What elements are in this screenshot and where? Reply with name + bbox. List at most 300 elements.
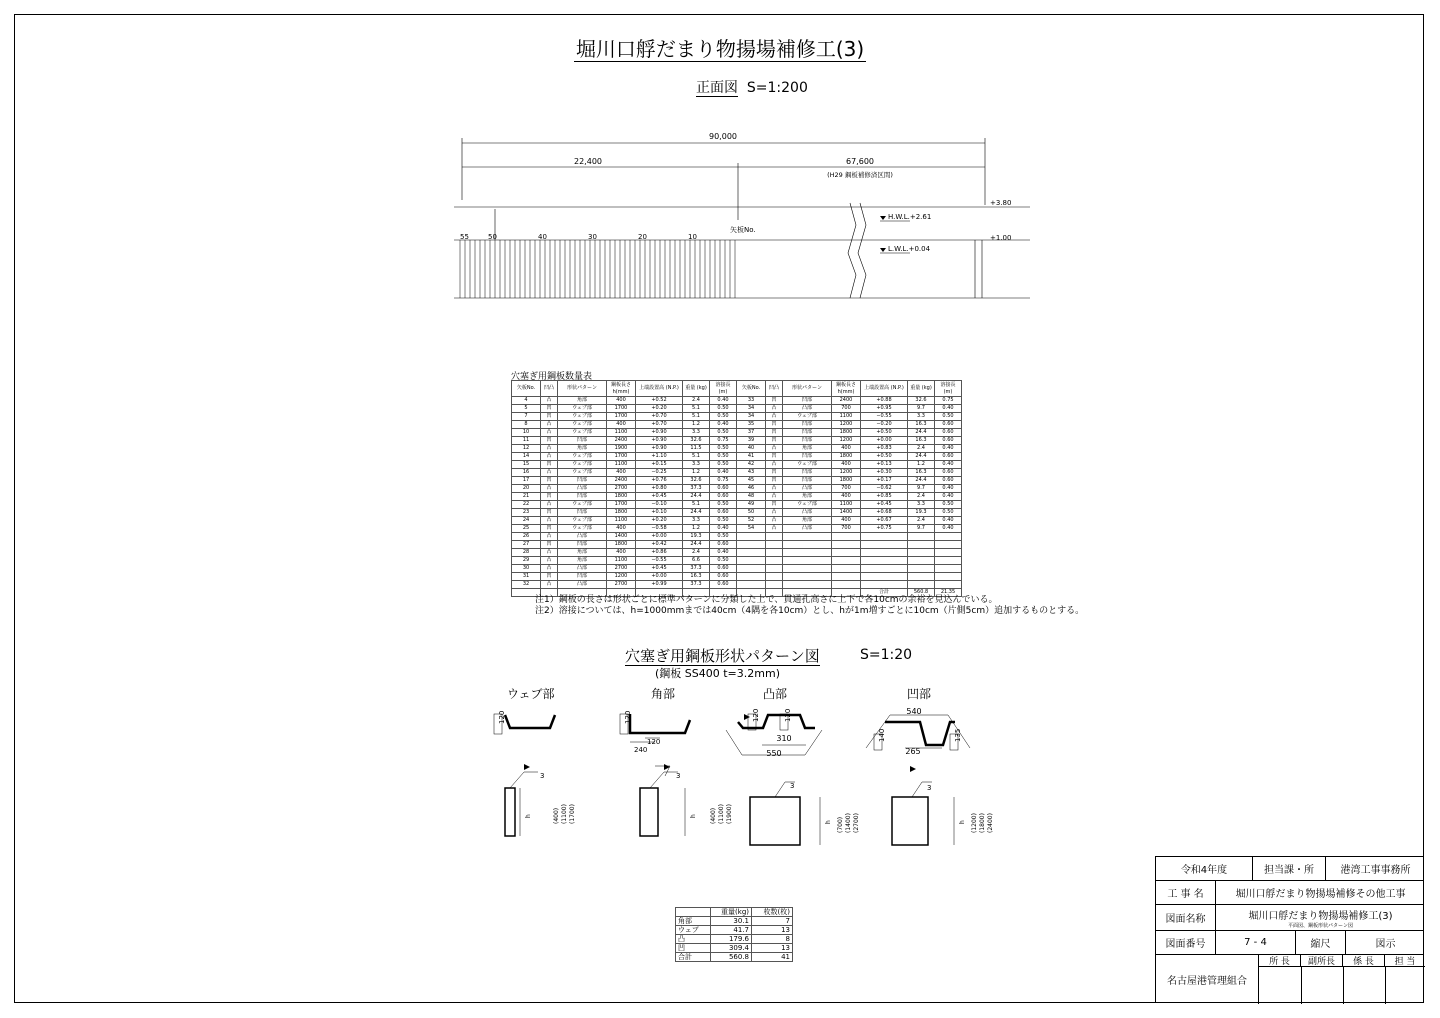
table-cell: 凸 — [541, 557, 558, 565]
table-row — [512, 517, 962, 525]
table-cell — [861, 565, 908, 573]
notes — [535, 595, 1084, 617]
table-cell: 24.4 — [683, 509, 710, 517]
qty-header: 矢板No. — [737, 381, 766, 397]
table-cell — [737, 581, 766, 589]
table-cell: 2700 — [607, 485, 636, 493]
table-cell: −0.10 — [636, 501, 683, 509]
table-cell: 0.50 — [710, 405, 737, 413]
elevation-scale: S=1:200 — [746, 80, 808, 96]
table-cell: 34 — [737, 413, 766, 421]
table-cell: 角部 — [783, 445, 832, 453]
table-cell: ウェブ部 — [558, 461, 607, 469]
convex-h: (2700) — [853, 813, 860, 833]
table-cell: 2400 — [607, 477, 636, 485]
table-cell: 凹部 — [783, 477, 832, 485]
tb-drawing-sub: 平面図、鋼板形状パターン図 — [1288, 922, 1353, 929]
table-cell: 12 — [512, 445, 541, 453]
table-cell: 凹部 — [558, 509, 607, 517]
table-cell: 40 — [737, 445, 766, 453]
table-cell: +0.86 — [636, 549, 683, 557]
summary-cell: 合計 — [676, 953, 711, 962]
table-cell: 0.60 — [935, 477, 962, 485]
qty-header: 重量 (kg) — [908, 381, 935, 397]
weld-mark: 3 — [676, 772, 681, 780]
table-cell: 9.7 — [908, 405, 935, 413]
table-cell: 凸部 — [558, 485, 607, 493]
table-cell: 凸部 — [783, 509, 832, 517]
table-cell: +0.50 — [861, 429, 908, 437]
tb-dept-label: 担当課・所 — [1253, 857, 1326, 880]
table-cell: 凹部 — [558, 493, 607, 501]
table-cell: 49 — [737, 501, 766, 509]
table-cell: 42 — [737, 461, 766, 469]
table-cell: +0.15 — [636, 461, 683, 469]
table-cell — [935, 557, 962, 565]
table-row — [512, 469, 962, 477]
table-cell: 400 — [607, 421, 636, 429]
dim-total: 90,000 — [709, 132, 737, 141]
table-cell: 1200 — [832, 421, 861, 429]
summary-row — [676, 944, 793, 953]
table-cell: +0.45 — [636, 565, 683, 573]
concave-h: (1200) — [971, 813, 978, 833]
table-cell: 9.7 — [908, 525, 935, 533]
table-cell — [908, 565, 935, 573]
weld-mark: 3 — [790, 782, 795, 790]
table-cell: +0.85 — [861, 493, 908, 501]
table-cell — [766, 565, 783, 573]
table-cell: 15 — [512, 461, 541, 469]
table-cell: 凸 — [541, 429, 558, 437]
tb-row-work — [1156, 881, 1423, 905]
tb-dept: 港湾工事事務所 — [1340, 865, 1411, 876]
tb-scale-label: 縮尺 — [1296, 931, 1346, 954]
table-cell: 0.50 — [935, 413, 962, 421]
table-cell: 0.60 — [935, 437, 962, 445]
table-cell: 5.1 — [683, 453, 710, 461]
web-dim: 120 — [498, 710, 506, 724]
table-cell — [935, 573, 962, 581]
table-cell: 0.40 — [935, 517, 962, 525]
table-cell: 16 — [512, 469, 541, 477]
table-row — [512, 541, 962, 549]
summary-cell: 309.4 — [711, 944, 752, 953]
table-cell: 400 — [607, 397, 636, 405]
table-cell: 2400 — [832, 397, 861, 405]
table-cell: 1800 — [832, 453, 861, 461]
table-cell: 凹 — [541, 437, 558, 445]
table-cell — [766, 557, 783, 565]
qty-header: 鋼板長さ h(mm) — [832, 381, 861, 397]
table-cell: 凹 — [766, 429, 783, 437]
summary-cell: 8 — [752, 935, 793, 944]
table-cell — [737, 557, 766, 565]
table-cell: −0.58 — [636, 525, 683, 533]
table-cell: 22 — [512, 501, 541, 509]
table-cell — [861, 557, 908, 565]
table-cell: 1800 — [832, 429, 861, 437]
qty-header: 重量 (kg) — [683, 381, 710, 397]
table-cell: 1100 — [607, 429, 636, 437]
table-cell: 凹 — [541, 573, 558, 581]
table-cell: 凸 — [766, 509, 783, 517]
note-1: 注1）鋼板の長さは形状ごとに標準パターンに分類した上で、貫通孔高さに上下で各10cmの余裕を見込んでいる。 — [535, 595, 998, 605]
table-cell — [908, 581, 935, 589]
convex-dim: 310 — [776, 734, 792, 743]
table-cell — [766, 581, 783, 589]
table-cell: +0.70 — [636, 413, 683, 421]
table-cell: ウェブ部 — [558, 453, 607, 461]
table-cell: +0.45 — [861, 501, 908, 509]
table-cell: 30 — [512, 565, 541, 573]
table-cell — [832, 581, 861, 589]
summary-cell: 30.1 — [711, 917, 752, 926]
table-cell: 凸 — [766, 445, 783, 453]
corner-h: (1100) — [718, 804, 725, 824]
corner-h: (400) — [710, 807, 717, 824]
table-cell: +0.90 — [636, 445, 683, 453]
table-cell: 1700 — [607, 453, 636, 461]
pattern-material: (鋼板 SS400 t=3.2mm) — [655, 667, 780, 680]
tb-org: 名古屋港管理組合 — [1156, 955, 1259, 1004]
table-cell: 5 — [512, 405, 541, 413]
corner-dim: 240 — [634, 746, 648, 754]
table-cell: 1.2 — [683, 469, 710, 477]
title-block — [1155, 856, 1424, 1003]
summary-cell: 凸 — [676, 935, 711, 944]
table-cell: 34 — [737, 405, 766, 413]
table-cell: 凹 — [766, 477, 783, 485]
table-cell — [766, 549, 783, 557]
table-cell: 角部 — [558, 557, 607, 565]
table-cell: 0.40 — [935, 405, 962, 413]
summary-row — [676, 953, 793, 962]
table-row — [512, 549, 962, 557]
table-row — [512, 461, 962, 469]
tb-work: 堀川口艀だまり物揚場補修その他工事 — [1235, 889, 1406, 900]
level-mid: +1.00 — [990, 234, 1012, 242]
table-cell: 凹 — [766, 469, 783, 477]
table-cell: 37.3 — [683, 565, 710, 573]
table-cell: 凸部 — [558, 581, 607, 589]
table-cell: 20 — [512, 485, 541, 493]
table-cell: 角部 — [558, 549, 607, 557]
table-cell: 凹 — [541, 525, 558, 533]
qty-header: 形状パターン — [783, 381, 832, 397]
table-row — [512, 453, 962, 461]
table-cell — [832, 549, 861, 557]
summary-cell: 41 — [752, 953, 793, 962]
table-cell: 48 — [737, 493, 766, 501]
table-cell — [861, 573, 908, 581]
corner-dim: 120 — [647, 738, 661, 746]
table-cell: ウェブ部 — [558, 413, 607, 421]
table-cell: 凹部 — [783, 437, 832, 445]
table-cell: 3.3 — [908, 501, 935, 509]
table-cell: 0.50 — [710, 453, 737, 461]
convex-h: (700) — [837, 816, 844, 833]
table-cell: 凹 — [541, 461, 558, 469]
table-cell: −0.62 — [861, 485, 908, 493]
table-cell — [783, 541, 832, 549]
qty-header: 溶接長 (m) — [710, 381, 737, 397]
table-cell: +0.30 — [861, 469, 908, 477]
concave-h: (2400) — [987, 813, 994, 833]
qty-header-row — [512, 381, 962, 397]
qty-header: 凹凸 — [766, 381, 783, 397]
table-cell: 角部 — [783, 493, 832, 501]
table-cell: +0.00 — [861, 437, 908, 445]
table-cell: 凸 — [541, 469, 558, 477]
table-cell: 0.60 — [710, 509, 737, 517]
table-cell: 0.60 — [935, 429, 962, 437]
table-cell: 9.7 — [908, 485, 935, 493]
table-cell: 5.1 — [683, 405, 710, 413]
table-row — [512, 413, 962, 421]
table-cell — [908, 533, 935, 541]
elevation-heading — [696, 77, 808, 97]
table-row — [512, 485, 962, 493]
table-cell — [935, 565, 962, 573]
elevation-label: 正面図 — [696, 80, 738, 96]
table-cell: 5.1 — [683, 501, 710, 509]
table-row — [512, 525, 962, 533]
table-cell: 0.40 — [935, 445, 962, 453]
table-cell: 0.60 — [710, 581, 737, 589]
table-cell: 3.3 — [683, 429, 710, 437]
table-row — [512, 493, 962, 501]
summary-header — [676, 908, 711, 917]
table-cell: 凹 — [541, 477, 558, 485]
table-cell: 16.3 — [683, 573, 710, 581]
summary-header-row — [676, 908, 793, 917]
table-cell: 凸 — [766, 461, 783, 469]
table-cell — [861, 581, 908, 589]
table-cell: 400 — [832, 493, 861, 501]
tb-role: 係 長 — [1343, 955, 1385, 966]
table-cell: 1200 — [607, 573, 636, 581]
table-cell: 凸 — [766, 485, 783, 493]
table-cell: 凸 — [541, 581, 558, 589]
table-cell: 0.50 — [710, 461, 737, 469]
table-row — [512, 533, 962, 541]
table-cell: 29 — [512, 557, 541, 565]
h-label: h — [825, 820, 832, 824]
table-cell — [832, 565, 861, 573]
table-cell: 凸 — [541, 533, 558, 541]
table-cell: 11 — [512, 437, 541, 445]
table-cell — [935, 533, 962, 541]
pattern-label-convex: 凸部 — [763, 687, 788, 701]
table-cell: 凸部 — [558, 533, 607, 541]
table-cell: 0.40 — [710, 469, 737, 477]
table-cell: 凸 — [766, 405, 783, 413]
tb-drawing-label: 図面名称 — [1156, 905, 1216, 930]
convex-dim: 120 — [784, 708, 792, 722]
table-cell: 400 — [832, 445, 861, 453]
summary-cell: 13 — [752, 926, 793, 935]
table-cell: 凹 — [541, 541, 558, 549]
qty-header: 溶接長 (m) — [935, 381, 962, 397]
table-row — [512, 421, 962, 429]
table-cell: 8 — [512, 421, 541, 429]
table-row — [512, 397, 962, 405]
table-cell: 凹部 — [783, 453, 832, 461]
web-h: (400) — [553, 807, 560, 824]
table-cell: 37 — [737, 429, 766, 437]
table-cell — [766, 573, 783, 581]
table-cell: 角部 — [558, 397, 607, 405]
dim-right-note: (H29 鋼板補修済区間) — [827, 171, 893, 179]
pile-number: 30 — [588, 233, 597, 241]
table-cell: 凹 — [541, 405, 558, 413]
table-cell: 0.40 — [935, 493, 962, 501]
table-cell: ウェブ部 — [558, 469, 607, 477]
table-cell: 28 — [512, 549, 541, 557]
table-cell: 凸 — [541, 501, 558, 509]
table-cell: 1400 — [832, 509, 861, 517]
table-cell — [832, 533, 861, 541]
tb-row-drawing — [1156, 905, 1423, 931]
table-cell: 43 — [737, 469, 766, 477]
table-cell: 2.4 — [908, 517, 935, 525]
table-cell — [783, 565, 832, 573]
summary-cell: 41.7 — [711, 926, 752, 935]
table-cell: 1700 — [607, 501, 636, 509]
table-cell: 0.50 — [935, 501, 962, 509]
table-cell: 凹 — [766, 421, 783, 429]
table-row — [512, 581, 962, 589]
table-cell: 1800 — [607, 541, 636, 549]
qty-header: 矢板No. — [512, 381, 541, 397]
table-cell: 凹部 — [783, 397, 832, 405]
table-cell: 3.3 — [683, 517, 710, 525]
table-row — [512, 429, 962, 437]
summary-cell: 560.8 — [711, 953, 752, 962]
pile-number: 20 — [638, 233, 647, 241]
table-cell: 凹 — [541, 493, 558, 501]
table-cell: +0.83 — [861, 445, 908, 453]
table-cell — [935, 581, 962, 589]
table-cell — [783, 533, 832, 541]
table-cell: 2.4 — [683, 549, 710, 557]
table-cell: 2700 — [607, 581, 636, 589]
table-cell: 24 — [512, 517, 541, 525]
table-cell: 0.75 — [935, 397, 962, 405]
table-row — [512, 557, 962, 565]
table-cell: −0.25 — [636, 469, 683, 477]
pattern-label-web: ウェブ部 — [507, 687, 555, 701]
table-cell: 52 — [737, 517, 766, 525]
table-cell: 凸 — [541, 445, 558, 453]
table-cell: 凸 — [541, 549, 558, 557]
table-cell — [783, 557, 832, 565]
table-cell: +0.17 — [861, 477, 908, 485]
tb-work-label: 工 事 名 — [1156, 881, 1216, 904]
concave-dim: 265 — [905, 747, 921, 756]
table-cell: 0.50 — [710, 557, 737, 565]
table-cell: 400 — [832, 517, 861, 525]
table-cell: 凹部 — [558, 541, 607, 549]
table-cell: +0.10 — [636, 509, 683, 517]
table-cell: 凹部 — [783, 469, 832, 477]
table-cell — [908, 549, 935, 557]
table-cell: +0.90 — [636, 437, 683, 445]
summary-cell: 179.6 — [711, 935, 752, 944]
table-cell: 1100 — [832, 501, 861, 509]
table-cell — [861, 549, 908, 557]
table-cell: 37.3 — [683, 581, 710, 589]
table-cell: 0.60 — [710, 485, 737, 493]
table-cell: 凹 — [541, 509, 558, 517]
table-cell: 合計 — [861, 589, 908, 597]
pattern-label-corner: 角部 — [651, 687, 676, 701]
table-cell: 0.50 — [710, 517, 737, 525]
pattern-label-concave: 凹部 — [907, 687, 932, 701]
table-cell: +0.45 — [636, 493, 683, 501]
tb-drawing: 堀川口艀だまり物揚場補修工(3) — [1248, 910, 1393, 922]
concave-dim: 135 — [954, 728, 962, 742]
table-cell: 凸 — [541, 517, 558, 525]
table-cell — [832, 573, 861, 581]
note-2: 注2）溶接については、h=1000mmまでは40cm（4隅を各10cm）とし、hが1m増すごとに10cm（片側5cm）追加するものとする。 — [535, 606, 1085, 616]
table-cell: 2.4 — [683, 397, 710, 405]
table-cell: 19.3 — [908, 509, 935, 517]
table-cell — [783, 581, 832, 589]
table-cell: +0.76 — [636, 477, 683, 485]
table-cell — [832, 541, 861, 549]
table-cell: +0.00 — [636, 573, 683, 581]
table-cell: +0.00 — [636, 533, 683, 541]
table-cell: 10 — [512, 429, 541, 437]
table-row — [512, 445, 962, 453]
table-cell — [766, 541, 783, 549]
table-cell: +0.88 — [861, 397, 908, 405]
table-cell: ウェブ部 — [783, 413, 832, 421]
convex-h: (1400) — [845, 813, 852, 833]
tb-number-label: 図面番号 — [1156, 931, 1216, 954]
summary-cell: 13 — [752, 944, 793, 953]
table-cell: 凹 — [766, 501, 783, 509]
corner-h: (1900) — [726, 804, 733, 824]
table-cell: 39 — [737, 437, 766, 445]
table-cell: 0.40 — [935, 461, 962, 469]
table-row — [512, 405, 962, 413]
dim-right: 67,600 — [846, 157, 874, 166]
convex-dim: 550 — [766, 749, 782, 758]
summary-row — [676, 926, 793, 935]
table-cell: 凹部 — [783, 421, 832, 429]
summary-header: 枚数(枚) — [752, 908, 793, 917]
table-cell: 16.3 — [908, 437, 935, 445]
table-cell — [832, 557, 861, 565]
table-cell: 32.6 — [908, 397, 935, 405]
table-cell: 角部 — [558, 445, 607, 453]
table-cell — [935, 541, 962, 549]
table-cell: 凹 — [766, 397, 783, 405]
table-cell: 35 — [737, 421, 766, 429]
table-cell: +0.42 — [636, 541, 683, 549]
table-cell: 24.4 — [908, 429, 935, 437]
table-cell — [908, 541, 935, 549]
h-label: h — [959, 820, 966, 824]
table-cell: 3.3 — [683, 461, 710, 469]
table-cell: 0.50 — [710, 533, 737, 541]
table-cell: +0.70 — [636, 421, 683, 429]
table-cell: +0.20 — [636, 405, 683, 413]
table-cell: +0.52 — [636, 397, 683, 405]
